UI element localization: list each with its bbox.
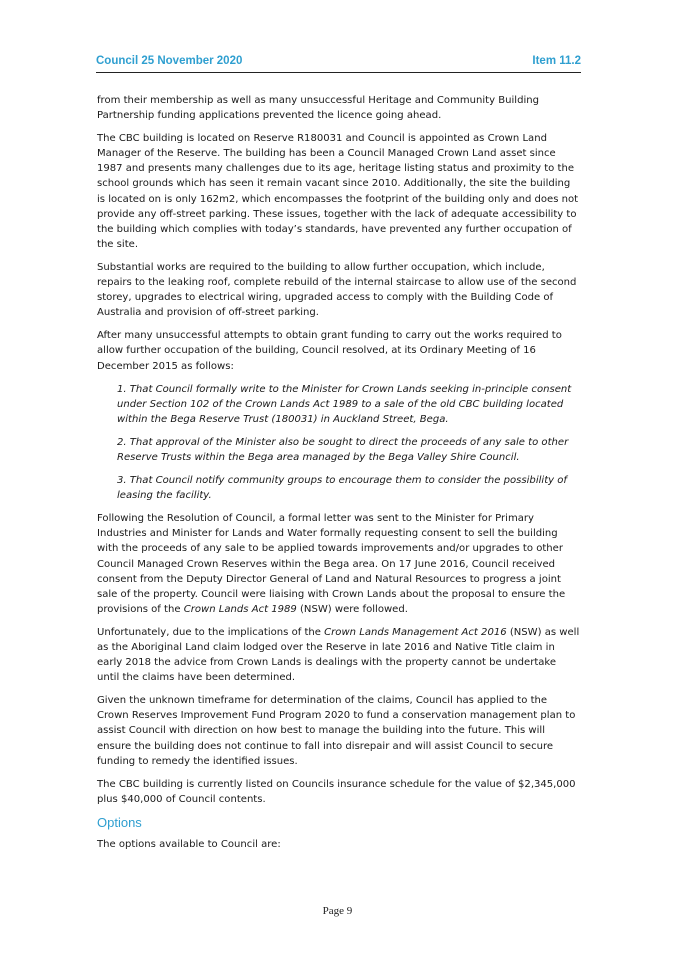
act-title: Crown Lands Act 1989 [183,603,297,615]
item-number: Item 11.2 [532,55,581,67]
resolution-item: 1. That Council formally write to the Minister for Crown Lands seeking in-principle consent under Section 102 of the Crown Lands Act 1989 to a sale of the old CBC building located within the Bega Reserve Trust (180031) in Auckland Street, Bega. [117,383,572,425]
paragraph: The options available to Council are: [97,838,281,850]
meeting-date: Council 25 November 2020 [96,55,243,67]
resolution-item: 3. That Council notify community groups to encourage them to consider the possibility of leasing the facility. [117,475,567,502]
paragraph: from their membership as well as many unsuccessful Heritage and Community Building Partnership funding applications prevented the licence going ahead. [97,95,540,122]
page-number: Page 9 [322,905,353,917]
header-rule [96,72,581,73]
resolution-item: 2. That approval of the Minister also be sought to direct the proceeds of any sale to other Reserve Trusts within the Bega area managed by the Bega Valley Shire Council. [117,436,569,463]
paragraph-text: Unfortunately, due to the implications of the [97,626,325,638]
paragraph: Substantial works are required to the building to allow further occupation, which include, repairs to the leaking roof, complete rebuild of the internal staircase to allow use of the second storey, upgrades to electrical wiring, upgraded access to comply with the Building Code of Australia and provision of off-street parking. [97,261,577,319]
paragraph-text: Following the Resolution of Council, a formal letter was sent to the Minister for Primary Industries and Minister for Lands and Water formally requesting consent to sell the building with the proceeds of any sale to be applied towards improvements and/or upgrades to other Council Managed Crown Reserves within the Bega area. On 17 June 2016, Council received consent from the Deputy Director General of Land and Natural Resources to progress a joint sale of the property. Council were liaising with Crown Lands about the proposal to ensure the provisions of the [97,513,566,615]
body-text [97,93,581,860]
paragraph: Given the unknown timeframe for determination of the claims, Council has applied to the Crown Reserves Improvement Fund Program 2020 to fund a conservation management plan to assist Council with direction on how best to manage the building into the future. This will ensure the building does not continue to fall into disrepair and will assist Council to secure funding to remedy the identified issues. [97,695,576,767]
paragraph: The CBC building is located on Reserve R180031 and Council is appointed as Crown Land Manager of the Reserve. The building has been a Council Managed Crown Land asset since 1987 and presents many challenges due to its age, heritage listing status and proximity to the school grounds which has seen it remain vacant since 2010. Additionally, the site the building is located on is only 162m2, which encompasses the footprint of the building only and does not provide any off-street parking. These issues, together with the lack of adequate accessibility to the building which complies with today’s standards, have prevented any further occupation of the site. [97,133,579,250]
paragraph [97,511,581,617]
page-header [96,55,581,73]
section-heading: Options [97,814,142,830]
act-title: Crown Lands Management Act 2016 [324,626,507,638]
paragraph-text: (NSW) were followed. [296,603,408,615]
paragraph: After many unsuccessful attempts to obtain grant funding to carry out the works required to allow further occupation of the building, Council resolved, at its Ordinary Meeting of 16 December 2015 as follows: [97,330,562,372]
paragraph [97,625,581,685]
paragraph-text: (NSW) as well as the Aboriginal Land claim lodged over the Reserve in late 2016 and Native Title claim in early 2018 the advice from Crown Lands is dealings with the property cannot be undertake until the claims have been determined. [97,626,580,684]
paragraph: The CBC building is currently listed on Councils insurance schedule for the value of $2,345,000 plus $40,000 of Council contents. [97,778,576,805]
